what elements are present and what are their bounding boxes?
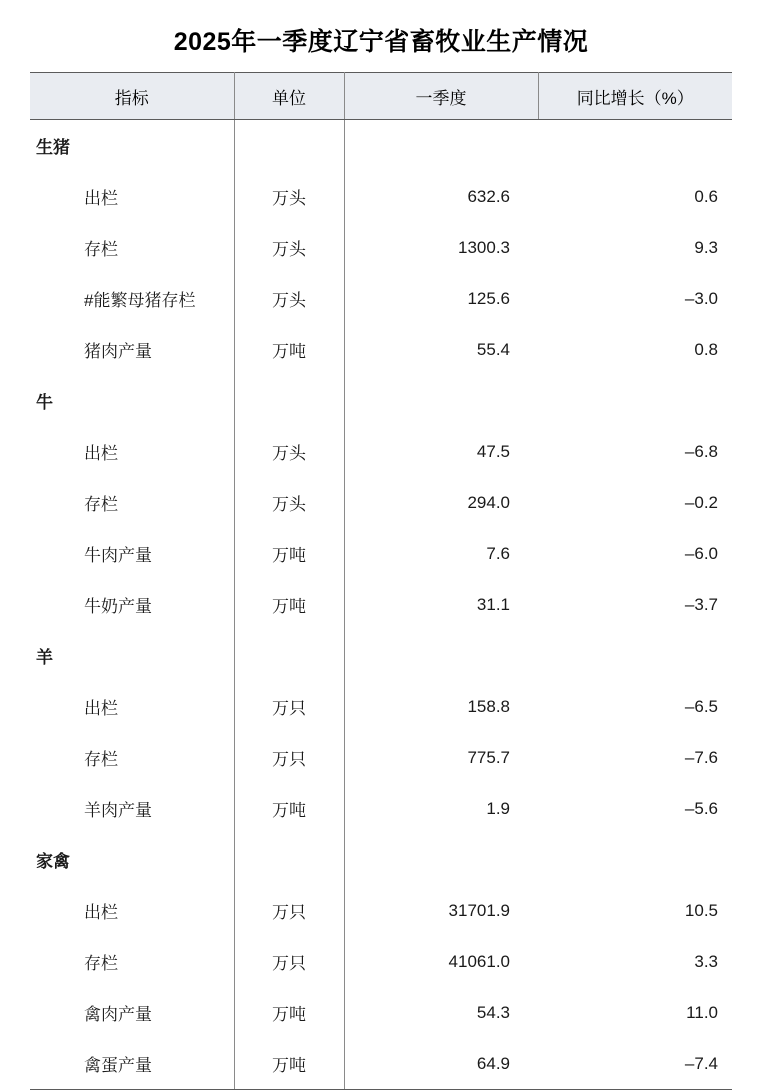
table-header-row — [30, 73, 732, 120]
row-group-label: 生猪 — [30, 120, 234, 172]
table-row — [30, 885, 732, 936]
row-value-yoy: 3.3 — [538, 936, 732, 987]
row-index-label: 存栏 — [30, 222, 234, 273]
row-value-q1: 7.6 — [344, 528, 538, 579]
page-title: 2025年一季度辽宁省畜牧业生产情况 — [173, 28, 589, 56]
row-value-q1: 55.4 — [344, 324, 538, 375]
column-header-q1: 一季度 — [344, 73, 538, 120]
row-unit — [234, 630, 344, 681]
row-value-q1: 1300.3 — [344, 222, 538, 273]
row-index-label: 羊肉产量 — [30, 783, 234, 834]
column-header-index: 指标 — [30, 73, 234, 120]
table-row — [30, 579, 732, 630]
row-value-q1: 31.1 — [344, 579, 538, 630]
row-value-q1: 632.6 — [344, 171, 538, 222]
row-value-q1: 64.9 — [344, 1038, 538, 1090]
row-unit — [234, 834, 344, 885]
row-value-yoy: –7.6 — [538, 732, 732, 783]
row-unit: 万吨 — [234, 987, 344, 1038]
row-index-label: 存栏 — [30, 732, 234, 783]
row-value-q1: 47.5 — [344, 426, 538, 477]
row-index-label: 出栏 — [30, 681, 234, 732]
row-value-yoy: 10.5 — [538, 885, 732, 936]
row-value-yoy: –3.0 — [538, 273, 732, 324]
row-value-yoy: –7.4 — [538, 1038, 732, 1090]
table-row — [30, 222, 732, 273]
table-row — [30, 528, 732, 579]
row-index-label: 禽肉产量 — [30, 987, 234, 1038]
row-unit: 万只 — [234, 936, 344, 987]
row-unit: 万吨 — [234, 528, 344, 579]
row-value-yoy — [538, 834, 732, 885]
row-index-label: #能繁母猪存栏 — [30, 273, 234, 324]
table-row — [30, 426, 732, 477]
row-index-label: 出栏 — [30, 171, 234, 222]
table-row — [30, 936, 732, 987]
table-row — [30, 732, 732, 783]
table-body — [30, 120, 732, 1090]
row-value-yoy: 11.0 — [538, 987, 732, 1038]
row-unit — [234, 120, 344, 172]
row-value-yoy: 0.8 — [538, 324, 732, 375]
row-index-label: 禽蛋产量 — [30, 1038, 234, 1090]
table-row — [30, 834, 732, 885]
table-row — [30, 783, 732, 834]
row-value-yoy: –6.8 — [538, 426, 732, 477]
row-index-label: 出栏 — [30, 885, 234, 936]
row-value-q1 — [344, 120, 538, 172]
table-row — [30, 171, 732, 222]
row-value-q1: 294.0 — [344, 477, 538, 528]
table-row — [30, 120, 732, 172]
row-unit — [234, 375, 344, 426]
row-index-label: 存栏 — [30, 936, 234, 987]
row-unit: 万吨 — [234, 783, 344, 834]
table-row — [30, 324, 732, 375]
row-group-label: 家禽 — [30, 834, 234, 885]
row-value-yoy — [538, 120, 732, 172]
column-header-unit: 单位 — [234, 73, 344, 120]
row-value-q1 — [344, 375, 538, 426]
livestock-production-table — [30, 72, 732, 1090]
row-value-yoy: –6.0 — [538, 528, 732, 579]
table-row — [30, 681, 732, 732]
row-value-yoy: –6.5 — [538, 681, 732, 732]
row-index-label: 牛奶产量 — [30, 579, 234, 630]
row-value-q1: 1.9 — [344, 783, 538, 834]
column-header-yoy: 同比增长（%） — [538, 73, 732, 120]
table-row — [30, 477, 732, 528]
row-unit: 万头 — [234, 171, 344, 222]
row-value-yoy — [538, 630, 732, 681]
row-unit: 万头 — [234, 426, 344, 477]
row-value-yoy — [538, 375, 732, 426]
row-unit: 万只 — [234, 681, 344, 732]
row-value-q1: 54.3 — [344, 987, 538, 1038]
table-header — [30, 73, 732, 120]
row-unit: 万头 — [234, 222, 344, 273]
table-row — [30, 375, 732, 426]
row-unit: 万头 — [234, 477, 344, 528]
row-value-yoy: –3.7 — [538, 579, 732, 630]
row-value-q1: 125.6 — [344, 273, 538, 324]
row-value-q1 — [344, 834, 538, 885]
row-unit: 万只 — [234, 732, 344, 783]
table-row — [30, 1038, 732, 1090]
row-unit: 万吨 — [234, 1038, 344, 1090]
row-value-q1 — [344, 630, 538, 681]
row-value-yoy: –0.2 — [538, 477, 732, 528]
table-row — [30, 273, 732, 324]
row-unit: 万吨 — [234, 579, 344, 630]
row-unit: 万头 — [234, 273, 344, 324]
table-row — [30, 630, 732, 681]
row-value-q1: 775.7 — [344, 732, 538, 783]
row-index-label: 存栏 — [30, 477, 234, 528]
row-value-yoy: 0.6 — [538, 171, 732, 222]
row-value-yoy: –5.6 — [538, 783, 732, 834]
row-value-q1: 158.8 — [344, 681, 538, 732]
row-group-label: 牛 — [30, 375, 234, 426]
row-value-q1: 41061.0 — [344, 936, 538, 987]
row-group-label: 羊 — [30, 630, 234, 681]
row-unit: 万吨 — [234, 324, 344, 375]
table-row — [30, 987, 732, 1038]
row-unit: 万只 — [234, 885, 344, 936]
row-index-label: 出栏 — [30, 426, 234, 477]
row-index-label: 牛肉产量 — [30, 528, 234, 579]
row-value-q1: 31701.9 — [344, 885, 538, 936]
row-index-label: 猪肉产量 — [30, 324, 234, 375]
row-value-yoy: 9.3 — [538, 222, 732, 273]
